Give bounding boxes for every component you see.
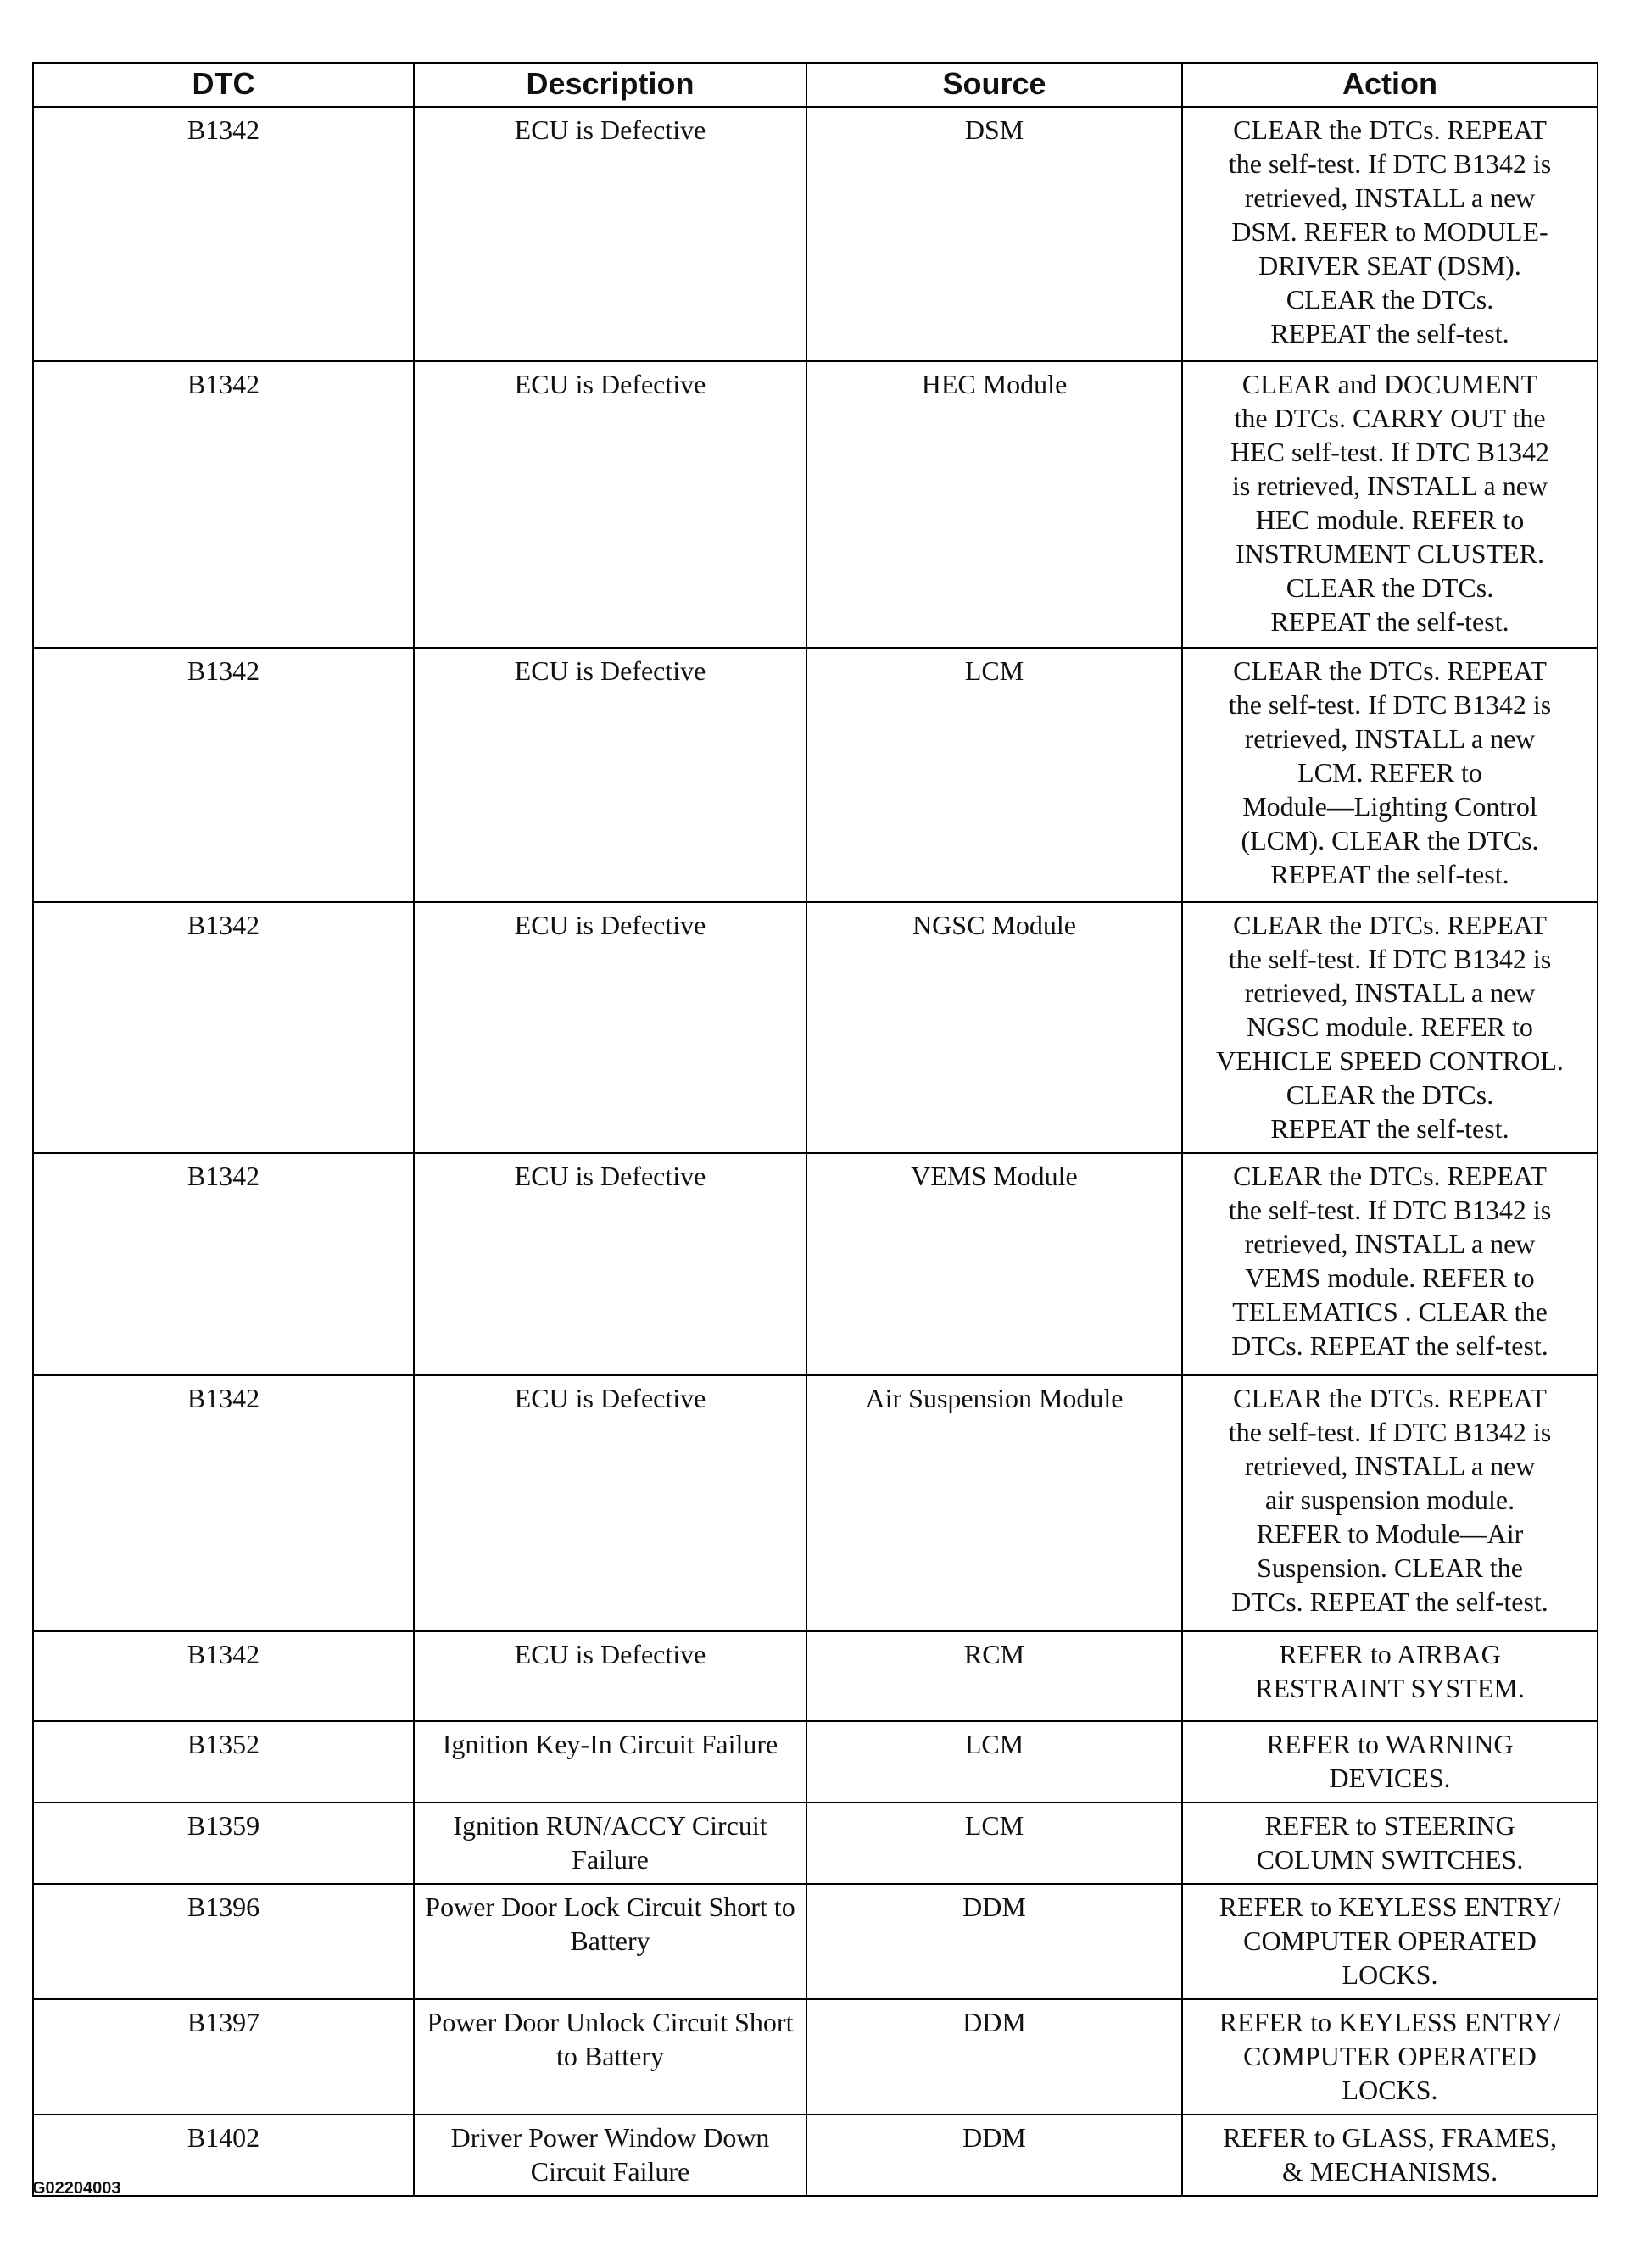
- source-cell: VEMS Module: [806, 1153, 1182, 1375]
- description-cell: ECU is Defective: [414, 107, 806, 361]
- table-row: [33, 1803, 1598, 1884]
- table-row: [33, 107, 1598, 361]
- table-row: [33, 1721, 1598, 1803]
- dtc-cell: B1402: [33, 2115, 414, 2196]
- dtc-cell: B1342: [33, 107, 414, 361]
- source-cell: DDM: [806, 1999, 1182, 2115]
- figure-code: G02204003: [32, 2179, 121, 2198]
- action-cell: CLEAR the DTCs. REPEAT the self-test. If DTC B1342 is retrieved, INSTALL a new NGSC module. REFER to VEHICLE SPEED CONTROL. CLEAR the DTCs. REPEAT the self-test.: [1182, 902, 1598, 1153]
- action-cell: REFER to KEYLESS ENTRY/ COMPUTER OPERATED LOCKS.: [1182, 1999, 1598, 2115]
- dtc-cell: B1342: [33, 361, 414, 648]
- dtc-cell: B1342: [33, 902, 414, 1153]
- dtc-cell: B1397: [33, 1999, 414, 2115]
- action-cell: REFER to AIRBAG RESTRAINT SYSTEM.: [1182, 1631, 1598, 1721]
- header-source: Source: [806, 63, 1182, 107]
- action-cell: REFER to KEYLESS ENTRY/ COMPUTER OPERATED LOCKS.: [1182, 1884, 1598, 1999]
- table-row: [33, 2115, 1598, 2196]
- description-cell: ECU is Defective: [414, 902, 806, 1153]
- source-cell: DDM: [806, 1884, 1182, 1999]
- header-dtc: DTC: [33, 63, 414, 107]
- description-cell: Driver Power Window Down Circuit Failure: [414, 2115, 806, 2196]
- table-row: [33, 1375, 1598, 1631]
- description-cell: ECU is Defective: [414, 361, 806, 648]
- source-cell: Air Suspension Module: [806, 1375, 1182, 1631]
- action-cell: CLEAR the DTCs. REPEAT the self-test. If DTC B1342 is retrieved, INSTALL a new air suspension module. REFER to Module—Air Suspension. CLEAR the DTCs. REPEAT the self-test.: [1182, 1375, 1598, 1631]
- dtc-cell: B1352: [33, 1721, 414, 1803]
- description-cell: Power Door Unlock Circuit Short to Battery: [414, 1999, 806, 2115]
- source-cell: LCM: [806, 1803, 1182, 1884]
- action-cell: REFER to STEERING COLUMN SWITCHES.: [1182, 1803, 1598, 1884]
- description-cell: Power Door Lock Circuit Short to Battery: [414, 1884, 806, 1999]
- source-cell: DSM: [806, 107, 1182, 361]
- table-row: [33, 1631, 1598, 1721]
- dtc-cell: B1342: [33, 648, 414, 902]
- header-row: [33, 63, 1598, 107]
- dtc-cell: B1342: [33, 1631, 414, 1721]
- description-cell: ECU is Defective: [414, 648, 806, 902]
- table-row: [33, 1153, 1598, 1375]
- table-row: [33, 361, 1598, 648]
- source-cell: RCM: [806, 1631, 1182, 1721]
- source-cell: LCM: [806, 648, 1182, 902]
- dtc-cell: B1342: [33, 1153, 414, 1375]
- action-cell: CLEAR the DTCs. REPEAT the self-test. If DTC B1342 is retrieved, INSTALL a new DSM. REFER to MODULE- DRIVER SEAT (DSM). CLEAR the DTCs. REPEAT the self-test.: [1182, 107, 1598, 361]
- table-row: [33, 1884, 1598, 1999]
- dtc-table: [32, 62, 1598, 2197]
- table-row: [33, 1999, 1598, 2115]
- source-cell: DDM: [806, 2115, 1182, 2196]
- action-cell: CLEAR and DOCUMENT the DTCs. CARRY OUT the HEC self-test. If DTC B1342 is retrieved, INSTALL a new HEC module. REFER to INSTRUMENT CLUSTER. CLEAR the DTCs. REPEAT the self-test.: [1182, 361, 1598, 648]
- dtc-cell: B1359: [33, 1803, 414, 1884]
- dtc-cell: B1342: [33, 1375, 414, 1631]
- action-cell: REFER to GLASS, FRAMES, & MECHANISMS.: [1182, 2115, 1598, 2196]
- header-action: Action: [1182, 63, 1598, 107]
- action-cell: CLEAR the DTCs. REPEAT the self-test. If DTC B1342 is retrieved, INSTALL a new LCM. REFER to Module—Lighting Control (LCM). CLEAR the DTCs. REPEAT the self-test.: [1182, 648, 1598, 902]
- description-cell: Ignition Key-In Circuit Failure: [414, 1721, 806, 1803]
- source-cell: NGSC Module: [806, 902, 1182, 1153]
- description-cell: ECU is Defective: [414, 1631, 806, 1721]
- table-row: [33, 648, 1598, 902]
- header-description: Description: [414, 63, 806, 107]
- description-cell: ECU is Defective: [414, 1153, 806, 1375]
- description-cell: Ignition RUN/ACCY Circuit Failure: [414, 1803, 806, 1884]
- table-row: [33, 902, 1598, 1153]
- source-cell: LCM: [806, 1721, 1182, 1803]
- action-cell: REFER to WARNING DEVICES.: [1182, 1721, 1598, 1803]
- dtc-cell: B1396: [33, 1884, 414, 1999]
- description-cell: ECU is Defective: [414, 1375, 806, 1631]
- source-cell: HEC Module: [806, 361, 1182, 648]
- action-cell: CLEAR the DTCs. REPEAT the self-test. If DTC B1342 is retrieved, INSTALL a new VEMS module. REFER to TELEMATICS . CLEAR the DTCs. REPEAT the self-test.: [1182, 1153, 1598, 1375]
